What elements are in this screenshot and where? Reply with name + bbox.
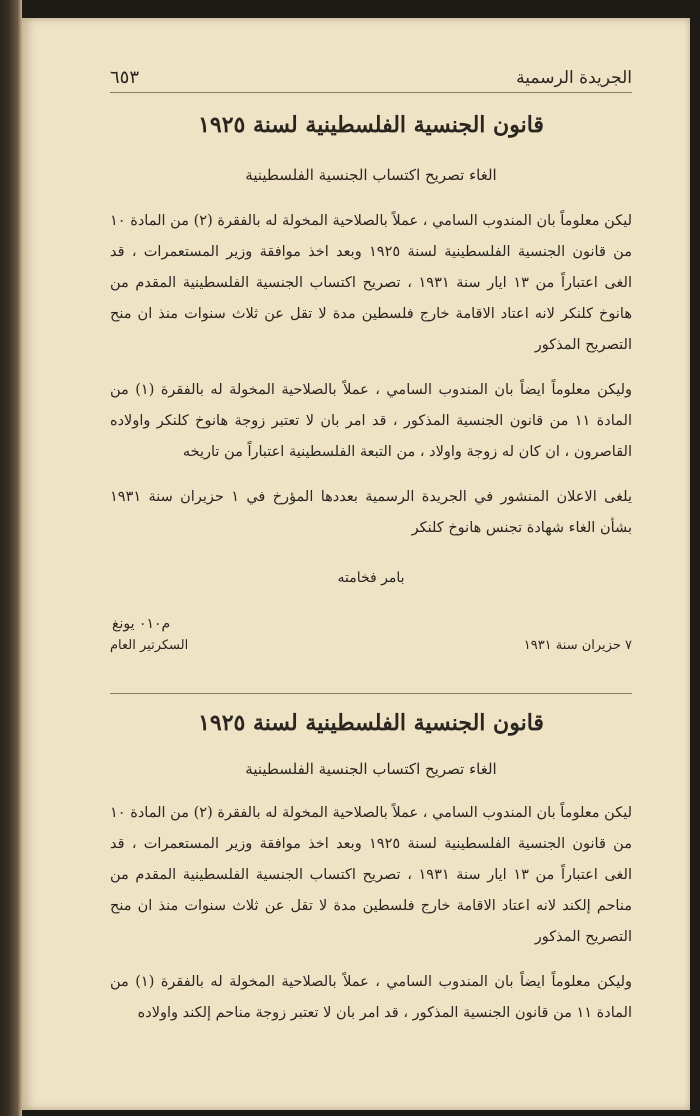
notice-1-subtitle: الغاء تصريح اكتساب الجنسية الفلسطينية xyxy=(245,166,497,184)
notice-1-paragraph-2: وليكن معلوماً ايضاً بان المندوب السامي ، عملاً بالصلاحية المخولة له بالفقرة (١) من المادة ١١ من قانون الجنسية المذكور ، قد امر بان لا تعتبر زوجة هانوخ كلنكر واولاده القاصرون ، ان كان له زوجة واولاد ، من التبعة الفلسطينية اعتباراً من تاريخه xyxy=(110,382,632,460)
notice-2-subtitle: الغاء تصريح اكتساب الجنسية الفلسطينية xyxy=(245,760,497,778)
notice-2-paragraph-2: وليكن معلوماً ايضاً بان المندوب السامي ، عملاً بالصلاحية المخولة له بالفقرة (١) من المادة ١١ من قانون الجنسية المذكور ، قد امر بان لا تعتبر زوجة مناحم إلكند واولاده xyxy=(110,974,632,1021)
book-spine xyxy=(0,0,22,1116)
notice-2-paragraph-1: ليكن معلوماً بان المندوب السامي ، عملاً بالصلاحية المخولة له بالفقرة (٢) من المادة ١٠ من قانون الجنسية الفلسطينية لسنة ١٩٢٥ وبعد اخذ موافقة وزير المستعمرات ، قد الغى اعتباراً من ١٣ ايار سنة ١٩٣١ ، تصريح اكتساب الجنسية الفلسطينية المقدم من مناحم إلكند لانه اعتاد الاقامة خارج فلسطين مدة لا تقل عن ثلاث سنوات منذ ان منح التصريح المذكور xyxy=(110,805,632,945)
signatory-title: السكرتير العام xyxy=(110,638,189,653)
notice-1-paragraph-3: يلغى الاعلان المنشور في الجريدة الرسمية بعددها المؤرخ في ١ حزيران سنة ١٩٣١ بشأن الغاء شهادة تجنس هانوخ كلنكر xyxy=(110,489,632,536)
notice-2-law-title: قانون الجنسية الفلسطينية لسنة ١٩٢٥ xyxy=(198,710,544,736)
page-header xyxy=(110,48,632,93)
signatory-name: م٠١٠ يونغ xyxy=(112,616,171,632)
signature-footer xyxy=(110,638,632,653)
by-order-line: بامر فخامته xyxy=(337,570,405,586)
notice-2 xyxy=(110,710,632,1029)
page-number: ٦٥٣ xyxy=(110,67,140,88)
page-content xyxy=(110,30,632,1110)
gazette-title: الجريدة الرسمية xyxy=(516,68,632,88)
section-divider xyxy=(110,693,632,694)
notice-1-law-title: قانون الجنسية الفلسطينية لسنة ١٩٢٥ xyxy=(198,112,544,138)
document-page xyxy=(22,18,690,1110)
notice-1-paragraph-1: ليكن معلوماً بان المندوب السامي ، عملاً بالصلاحية المخولة له بالفقرة (٢) من المادة ١٠ من قانون الجنسية الفلسطينية لسنة ١٩٢٥ وبعد اخذ موافقة وزير المستعمرات ، قد الغى اعتباراً من ١٣ ايار سنة ١٩٣١ ، تصريح اكتساب الجنسية الفلسطينية المقدم من هانوخ كلنكر لانه اعتاد الاقامة خارج فلسطين مدة لا تقل عن ثلاث سنوات منذ ان منح التصريح المذكور xyxy=(110,213,632,353)
notice-date: ٧ حزيران سنة ١٩٣١ xyxy=(523,638,632,653)
notice-1 xyxy=(110,112,632,653)
